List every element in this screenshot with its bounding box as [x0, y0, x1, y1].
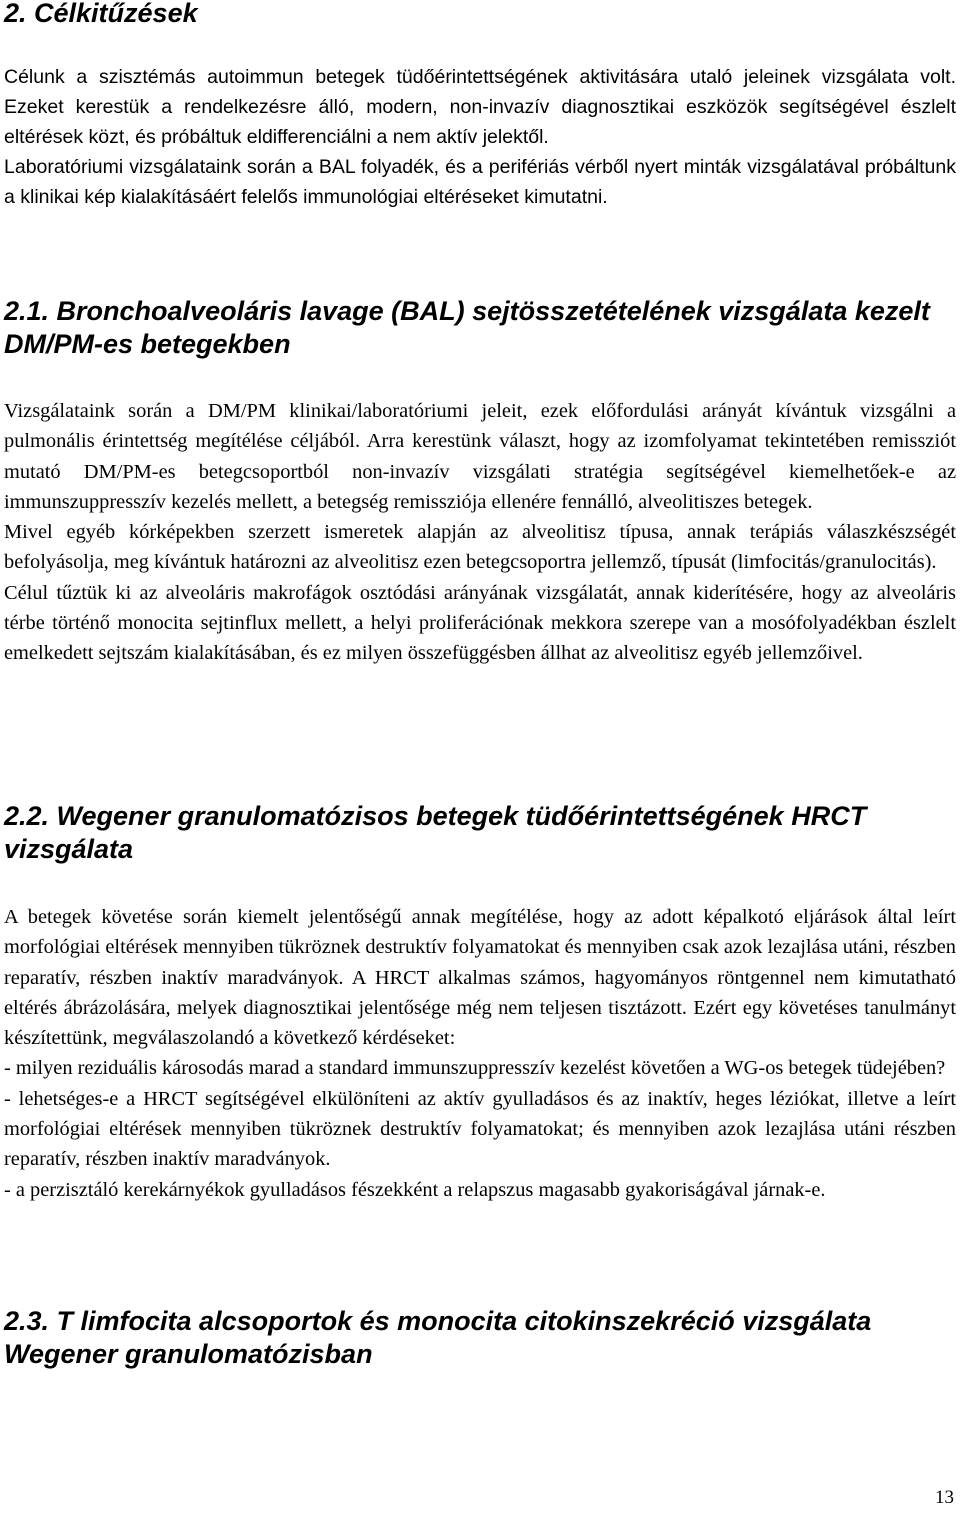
section-2-1-paragraph: Célul tűztük ki az alveoláris makrofágok osztódási arányának vizsgálatát, annak kiderítésére, hogy az alveoláris térbe történő monocita sejtinflux mellett, a helyi proliferációnak mekkora szerepe van a mosófolyadékban észlelt emelkedett sejtszám kialakításában, és ez milyen összefüggésben állhat az alveolitisz egyéb jellemzőivel.: [4, 581, 956, 665]
section-2-1-heading: 2.1. Bronchoalveoláris lavage (BAL) sejtösszetételének vizsgálata kezelt DM/PM-es betegekben: [4, 296, 930, 359]
section-2-2-heading: 2.2. Wegener granulomatózisos betegek tüdőérintettségének HRCT vizsgálata: [4, 801, 867, 864]
section-2-2-list-item: - milyen reziduális károsodás marad a standard immunszuppresszív kezelést követően a WG-os betegek tüdejében?: [4, 1057, 946, 1080]
section-2-2-body: [4, 902, 956, 1205]
section-2-2-list-item: - lehetséges-e a HRCT segítségével elkülöníteni az aktív gyulladásos és az inaktív, heges léziókat, illetve a leírt morfológiai eltérések mennyiben tükröznek destruktív folyamatokat; és mennyiben azok lezajlása utáni részben reparatív, részben inaktív maradványok.: [4, 1087, 956, 1171]
page-number: 13: [935, 1487, 954, 1508]
section-1-paragraph-2: Laboratóriumi vizsgálataink során a BAL folyadék, és a perifériás vérből nyert minták vizsgálatával próbáltunk a klinikai kép kialakításáért felelős immunológiai eltéréseket kimutatni.: [4, 156, 956, 208]
section-1-paragraph-1: Célunk a szisztémás autoimmun betegek tüdőérintettségének aktivitására utaló jeleinek vizsgálata volt. Ezeket kerestük a rendelkezésre álló, modern, non-invazív diagnosztikai eszközök segítségével észlelt eltérések közt, és próbáltuk eldifferenciálni a nem aktív jelektől.: [4, 66, 956, 148]
section-2-2-list-item: - a perzisztáló kerekárnyékok gyulladásos fészekként a relapszus magasabb gyakoriságával járnak-e.: [4, 1178, 826, 1201]
section-2-1-paragraph: Mivel egyéb kórképekben szerzett ismeretek alapján az alveolitisz típusa, annak terápiás válaszkészségét befolyásolja, meg kívántuk határozni az alveolitisz ezen betegcsoportra jellemző, típusát (limfocitás/granulocitás).: [4, 521, 956, 574]
section-2-1-body: [4, 396, 956, 669]
section-2-1-paragraph: Vizsgálataink során a DM/PM klinikai/laboratóriumi jeleit, ezek előfordulási arányát kívántuk vizsgálni a pulmonális érintettség megítélése céljából. Arra kerestünk választ, hogy az izomfolyamat tekintetében remissziót mutató DM/PM-es betegcsoportból non-invazív vizsgálati stratégia segítségével kiemelhetőek-e az immunszuppresszív kezelés mellett, a betegség remissziója ellenére fennálló, alveolitiszes betegek.: [4, 400, 956, 513]
section-2-2-paragraph: A betegek követése során kiemelt jelentőségű annak megítélése, hogy az adott képalkotó eljárások által leírt morfológiai eltérések mennyiben tükröznek destruktív folyamatokat és mennyiben csak azok lezajlása utáni, részben reparatív, részben inaktív maradványok. A HRCT alkalmas számos, hagyományos röntgennel nem kimutatható eltérés ábrázolására, melyek diagnosztikai jelentősége még nem teljesen tisztázott. Ezért egy követéses tanulmányt készítettünk, megválaszolandó a következő kérdéseket:: [4, 906, 956, 1050]
section-1-heading: 2. Célkitűzések: [4, 0, 198, 28]
section-2-3-heading: 2.3. T limfocita alcsoportok és monocita citokinszekréció vizsgálata Wegener granulomatózisban: [4, 1306, 872, 1369]
